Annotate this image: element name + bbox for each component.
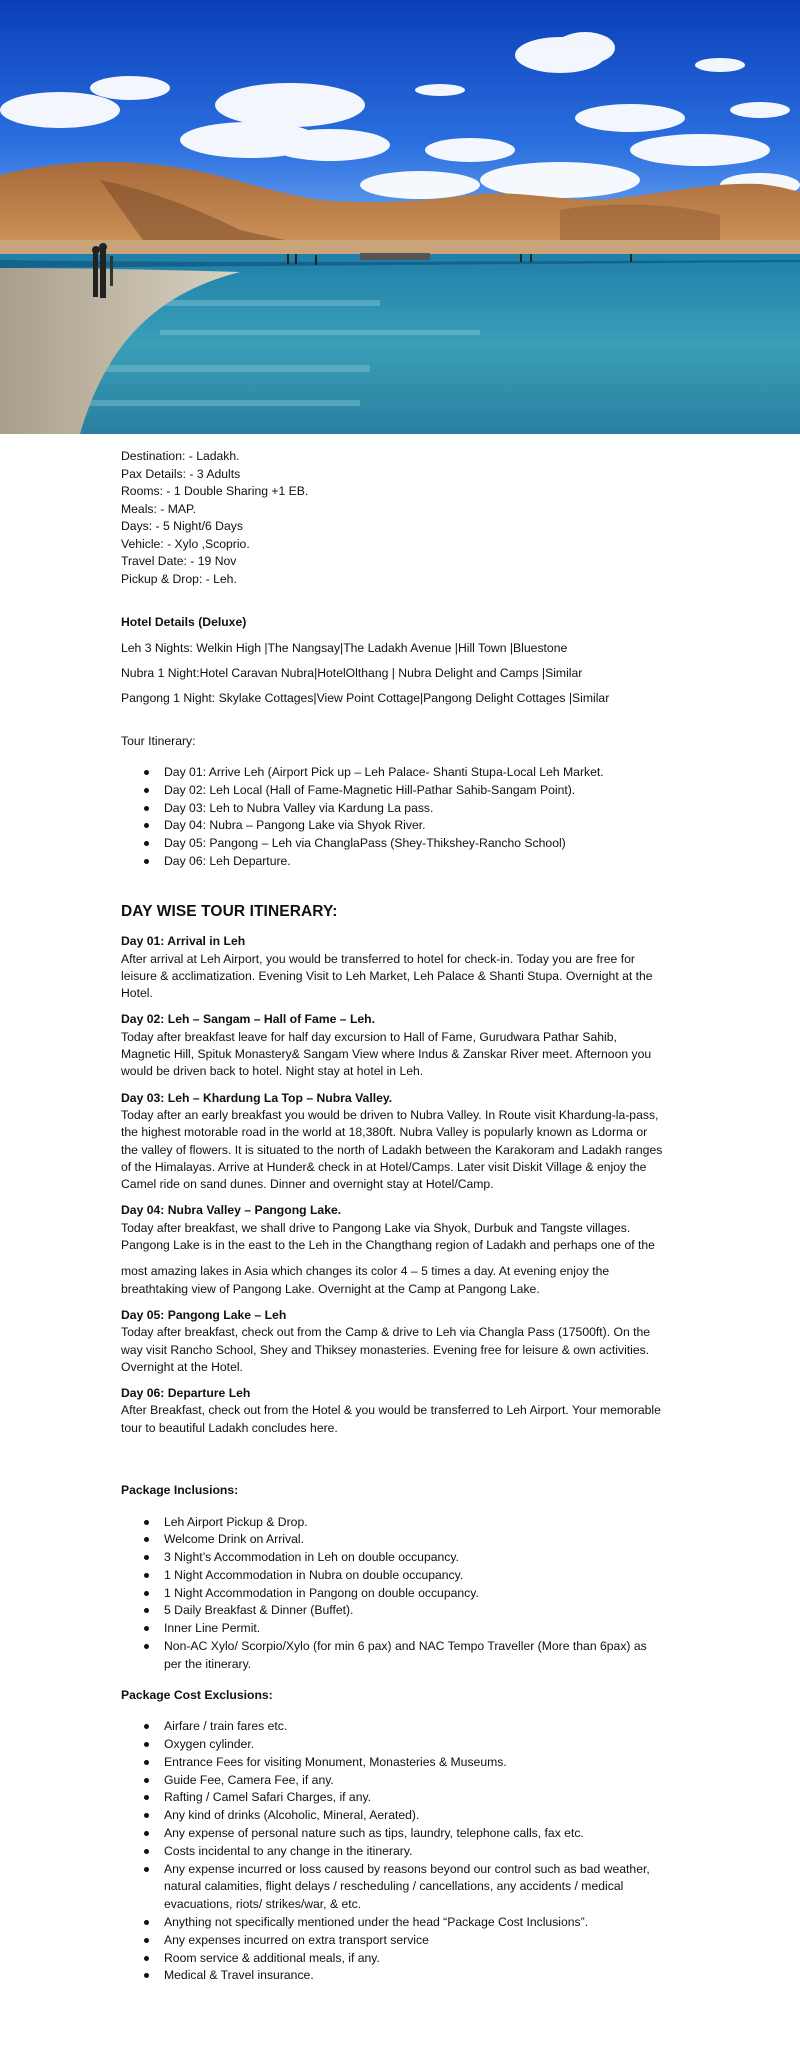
day-wise-heading: DAY WISE TOUR ITINERARY: xyxy=(121,902,338,920)
list-item: Any kind of drinks (Alcoholic, Mineral, Aerated). xyxy=(164,1807,666,1825)
list-item: 3 Night’s Accommodation in Leh on double occupancy. xyxy=(164,1549,666,1567)
hotel-line-leh: Leh 3 Nights: Welkin High |The Nangsay|The Ladakh Avenue |Hill Town |Bluestone xyxy=(121,640,568,655)
list-item: Leh Airport Pickup & Drop. xyxy=(164,1514,666,1532)
destination-line: Destination: - Ladakh. xyxy=(121,449,240,463)
list-item: Any expense incurred or loss caused by reasons beyond our control such as bad weather, natural calamities, flight delays / rescheduling / cancellations, any accidents / medical evacuations, riots/ strikes/war, & etc. xyxy=(164,1861,666,1914)
day-01-block xyxy=(121,933,666,1002)
list-item: Entrance Fees for visiting Monument, Monasteries & Museums. xyxy=(164,1754,666,1772)
vehicle-line: Vehicle: - Xylo ,Scoprio. xyxy=(121,536,250,551)
list-item: Guide Fee, Camera Fee, if any. xyxy=(164,1772,666,1790)
rooms-line: Rooms: - 1 Double Sharing +1 EB. xyxy=(121,484,309,498)
pickup-drop-line: Pickup & Drop: - Leh. xyxy=(121,571,237,586)
list-item: Non-AC Xylo/ Scorpio/Xylo (for min 6 pax) and NAC Tempo Traveller (More than 6pax) as per the itinerary. xyxy=(164,1638,666,1674)
list-item: Oxygen cylinder. xyxy=(164,1736,666,1754)
tour-itinerary-list xyxy=(121,764,666,871)
day-description: After arrival at Leh Airport, you would be transferred to hotel for check-in. Today you are free for leisure & acclimatization. Evening Visit to Leh Market, Leh Palace & Shanti Stupa. Overnight at the Hotel. xyxy=(121,951,653,1001)
list-item: Anything not specifically mentioned under the head “Package Cost Inclusions”. xyxy=(164,1914,666,1932)
day-description: Today after breakfast leave for half day excursion to Hall of Fame, Gurudwara Pathar Sahib, Magnetic Hill, Spituk Monastery& Sangam View where Indus & Zanskar River meet. Afternoon you would be driven back to hotel. Night stay at hotel in Leh. xyxy=(121,1029,652,1079)
hotel-line-pangong: Pangong 1 Night: Skylake Cottages|View Point Cottage|Pangong Delight Cottages |Similar xyxy=(121,690,610,705)
day-description: Today after an early breakfast you would be driven to Nubra Valley. In Route visit Khardung-la-pass, the highest motorable road in the world at 18,380ft. Nubra Valley is popularly known as Ldorma or the valley of flowers. It is situated to the north of Ladakh between the Karakoram and Ladakh ranges of the Himalayas. Arrive at Hunder& check in at Hotel/Camps. Later visit Diskit Village & enjoy the Camel ride on sand dunes. Dinner and overnight stay at Hotel/Camp. xyxy=(121,1107,663,1192)
list-item: Inner Line Permit. xyxy=(164,1620,666,1638)
list-item: Room service & additional meals, if any. xyxy=(164,1950,666,1968)
hotel-details-title: Hotel Details (Deluxe) xyxy=(121,615,247,629)
list-item: Costs incidental to any change in the itinerary. xyxy=(164,1843,666,1861)
package-exclusions-list xyxy=(121,1718,666,1985)
list-item: Welcome Drink on Arrival. xyxy=(164,1531,666,1549)
day-06-block xyxy=(121,1385,666,1437)
trip-summary xyxy=(121,448,666,588)
tour-document xyxy=(121,448,666,1985)
travel-date-line: Travel Date: - 19 Nov xyxy=(121,554,237,568)
day-03-block xyxy=(121,1090,666,1194)
package-inclusions-list xyxy=(121,1514,666,1674)
meals-line: Meals: - MAP. xyxy=(121,501,196,516)
list-item: Day 01: Arrive Leh (Airport Pick up – Leh Palace- Shanti Stupa-Local Leh Market. xyxy=(164,764,666,782)
list-item: Any expenses incurred on extra transport service xyxy=(164,1932,666,1950)
list-item: Rafting / Camel Safari Charges, if any. xyxy=(164,1789,666,1807)
pax-line: Pax Details: - 3 Adults xyxy=(121,466,241,481)
list-item: Medical & Travel insurance. xyxy=(164,1967,666,1985)
tour-itinerary-title: Tour Itinerary: xyxy=(121,733,196,748)
day-05-block xyxy=(121,1307,666,1376)
list-item: Day 04: Nubra – Pangong Lake via Shyok River. xyxy=(164,817,666,835)
day-description: Today after breakfast, we shall drive to Pangong Lake via Shyok, Durbuk and Tangste villages. Pangong Lake is in the east to the Leh in the Changthang region of Ladakh and perhaps one of the xyxy=(121,1220,655,1253)
list-item: Day 02: Leh Local (Hall of Fame-Magnetic Hill-Pathar Sahib-Sangam Point). xyxy=(164,782,666,800)
list-item: Any expense of personal nature such as tips, laundry, telephone calls, fax etc. xyxy=(164,1825,666,1843)
day-title: Day 05: Pangong Lake – Leh xyxy=(121,1307,287,1322)
list-item: Day 03: Leh to Nubra Valley via Kardung La pass. xyxy=(164,800,666,818)
list-item: 1 Night Accommodation in Pangong on double occupancy. xyxy=(164,1585,666,1603)
list-item: 1 Night Accommodation in Nubra on double occupancy. xyxy=(164,1567,666,1585)
lake-landscape-image xyxy=(0,0,800,434)
list-item: 5 Daily Breakfast & Dinner (Buffet). xyxy=(164,1602,666,1620)
package-inclusions-title: Package Inclusions: xyxy=(121,1483,239,1497)
list-item: Day 06: Leh Departure. xyxy=(164,853,666,871)
list-item: Airfare / train fares etc. xyxy=(164,1718,666,1736)
day-02-block xyxy=(121,1011,666,1080)
list-item: Day 05: Pangong – Leh via ChanglaPass (Shey-Thikshey-Rancho School) xyxy=(164,835,666,853)
day-description: Today after breakfast, check out from the Camp & drive to Leh via Changla Pass (17500ft). On the way visit Rancho School, Shey and Thiksey monasteries. Evening free for leisure & own activities. Overnight at the Hotel. xyxy=(121,1325,651,1374)
day-description-continued: most amazing lakes in Asia which changes its color 4 – 5 times a day. At evening enjoy the breathtaking view of Pangong Lake. Overnight at the Camp at Pangong Lake. xyxy=(121,1264,610,1296)
day-title: Day 02: Leh – Sangam – Hall of Fame – Leh. xyxy=(121,1012,375,1027)
hotel-line-nubra: Nubra 1 Night:Hotel Caravan Nubra|HotelOlthang | Nubra Delight and Camps |Similar xyxy=(121,665,583,680)
day-description: After Breakfast, check out from the Hotel & you would be transferred to Leh Airport. Your memorable tour to beautiful Ladakh concludes here. xyxy=(121,1403,661,1435)
hero-photo xyxy=(0,0,800,434)
day-title: Day 04: Nubra Valley – Pangong Lake. xyxy=(121,1203,342,1218)
day-title: Day 03: Leh – Khardung La Top – Nubra Valley. xyxy=(121,1090,393,1105)
day-title: Day 06: Departure Leh xyxy=(121,1386,251,1401)
days-line: Days: - 5 Night/6 Days xyxy=(121,519,243,533)
package-exclusions-title: Package Cost Exclusions: xyxy=(121,1687,273,1702)
day-title: Day 01: Arrival in Leh xyxy=(121,934,246,949)
day-04-block xyxy=(121,1202,666,1297)
